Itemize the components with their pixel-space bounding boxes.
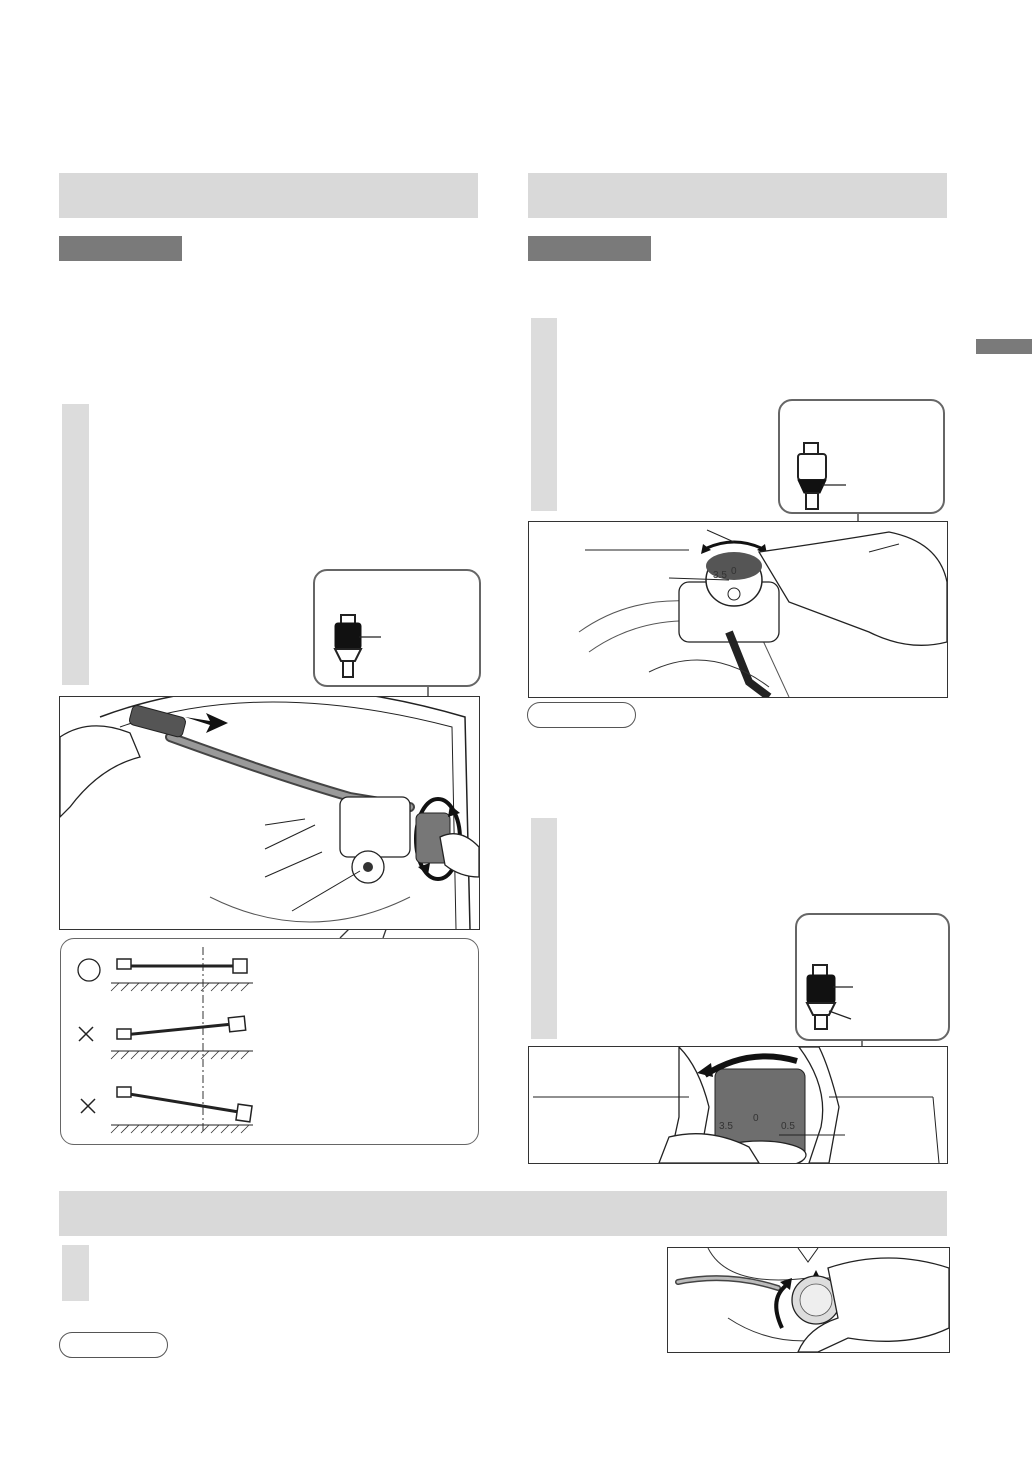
ok-circle-icon — [78, 959, 100, 981]
balance-diagrams — [61, 939, 478, 1144]
weight-callout-right-top — [778, 399, 945, 514]
dial-number: 0 — [753, 1113, 759, 1124]
zero-dial-figure — [528, 521, 948, 698]
counterweight-icon — [797, 915, 948, 1039]
dial-number: 3.5 — [719, 1121, 733, 1132]
weight-rotate-illustration — [529, 1047, 947, 1163]
balance-diagram-panel — [60, 938, 479, 1145]
tonearm-balance-illustration — [60, 697, 479, 929]
dial-number: 0.5 — [781, 1121, 795, 1132]
anti-skating-figure — [667, 1247, 950, 1353]
dial-number: 3.5 — [713, 570, 727, 581]
tonearm-balance-figure — [59, 696, 480, 930]
dial-number: 0 — [731, 566, 737, 577]
ng-cross-icon — [79, 1027, 93, 1041]
anti-skating-illustration — [668, 1248, 949, 1352]
zero-dial-illustration — [529, 522, 947, 697]
weight-callout-left — [313, 569, 481, 687]
weight-callout-right-bottom — [795, 913, 950, 1041]
counterweight-icon — [780, 401, 943, 512]
weight-rotate-figure — [528, 1046, 948, 1164]
counterweight-icon — [315, 571, 479, 685]
ng-cross-icon — [81, 1099, 95, 1113]
